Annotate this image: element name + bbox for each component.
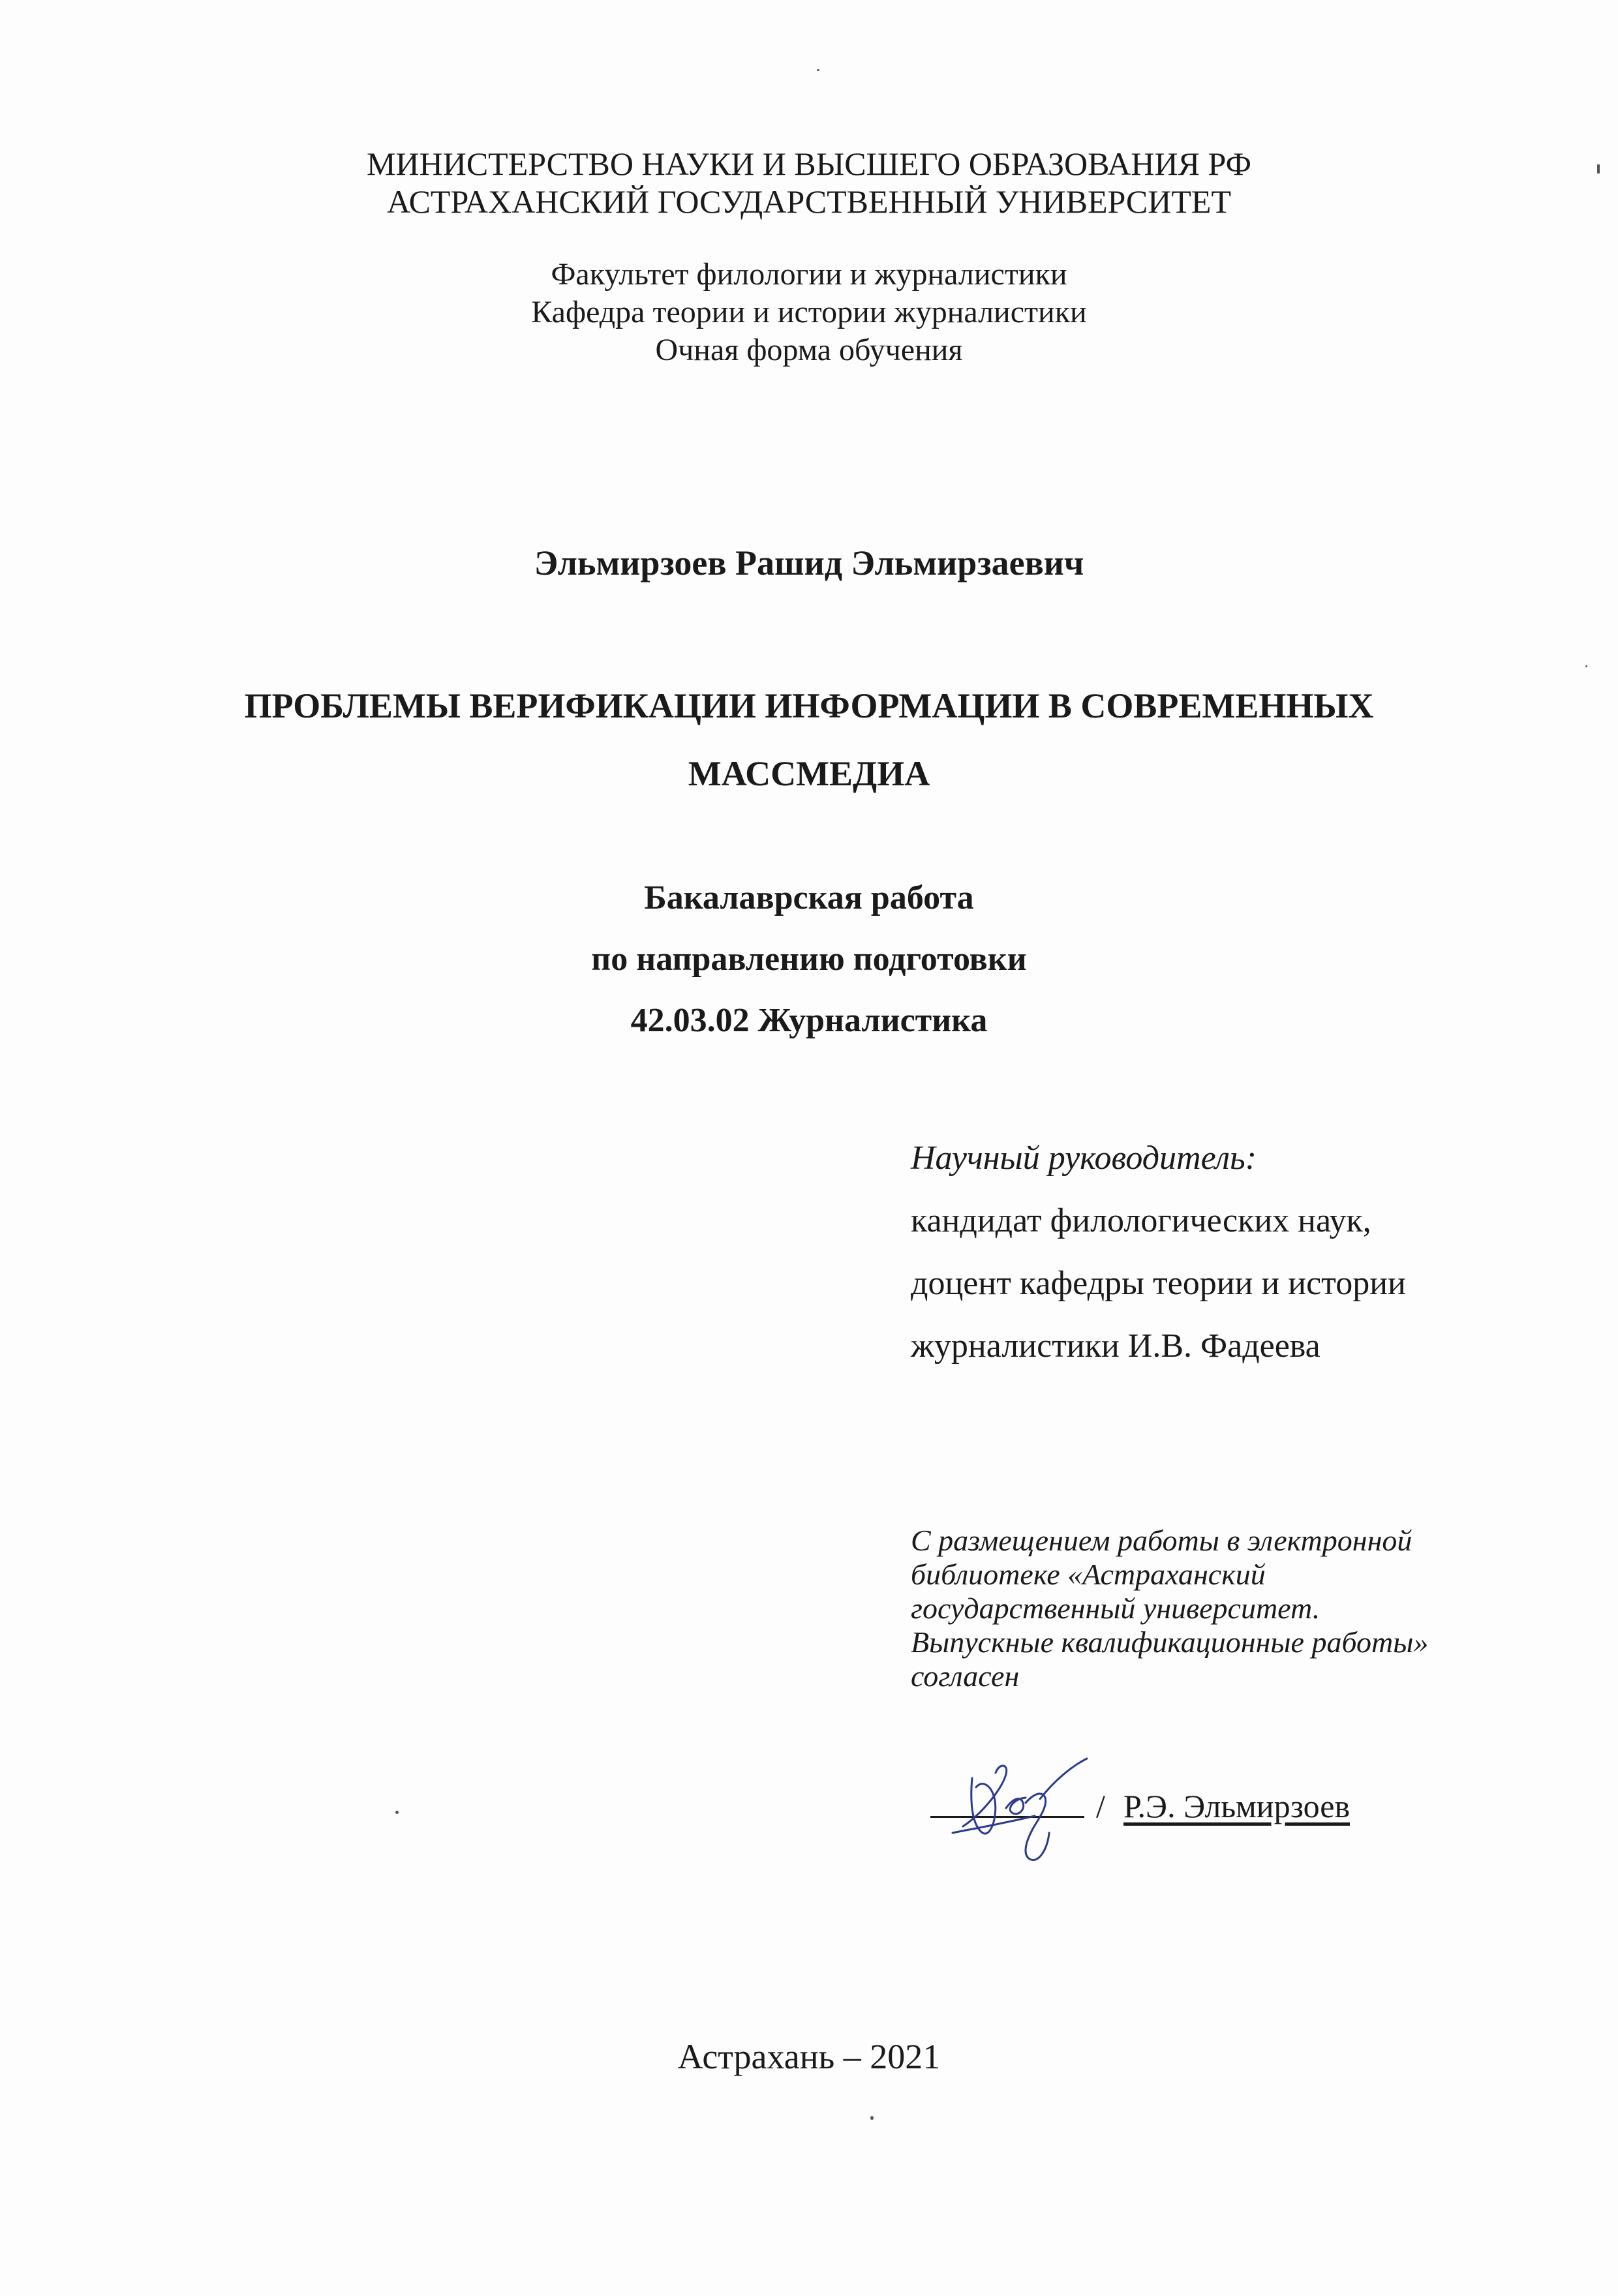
library-consent <box>911 1524 1428 1693</box>
department-name: Кафедра теории и истории журналистики <box>531 295 1087 329</box>
consent-line: государственный университет. <box>911 1592 1320 1625</box>
author-name: Эльмирзоев Рашид Эльмирзаевич <box>534 543 1084 582</box>
thesis-title-line: ПРОБЛЕМЫ ВЕРИФИКАЦИИ ИНФОРМАЦИИ В СОВРЕМЕННЫХ <box>244 686 1374 725</box>
work-type <box>0 868 1618 1051</box>
consent-line: библиотеке «Астраханский <box>911 1558 1266 1591</box>
faculty-name: Факультет филологии и журналистики <box>551 257 1067 292</box>
scan-speck <box>817 69 819 71</box>
ministry-name: МИНИСТЕРСТВО НАУКИ И ВЫСШЕГО ОБРАЗОВАНИЯ РФ <box>367 145 1251 182</box>
consent-line: С размещением работы в электронной <box>911 1524 1412 1557</box>
direction-label: по направлению подготовки <box>591 941 1027 978</box>
signer-name: Р.Э. Эльмирзоев <box>1123 1788 1351 1824</box>
supervisor-info <box>911 1127 1406 1378</box>
supervisor-position: доцент кафедры теории и истории <box>911 1265 1406 1302</box>
thesis-title <box>0 672 1618 808</box>
supervisor-label: Научный руководитель: <box>911 1140 1257 1177</box>
scan-speck <box>395 1811 399 1814</box>
signature-row <box>930 1748 1426 1839</box>
direction-code: 42.03.02 Журналистика <box>630 1002 988 1039</box>
signature-separator: / <box>1096 1788 1105 1824</box>
handwritten-signature <box>943 1735 1093 1865</box>
work-type-label: Бакалаврская работа <box>644 879 974 916</box>
supervisor-degree: кандидат филологических наук, <box>911 1202 1371 1239</box>
study-form: Очная форма обучения <box>655 333 963 367</box>
university-name: АСТРАХАНСКИЙ ГОСУДАРСТВЕННЫЙ УНИВЕРСИТЕТ <box>386 183 1232 220</box>
scan-speck <box>870 2116 874 2120</box>
supervisor-name: журналистики И.В. Фадеева <box>911 1327 1320 1365</box>
faculty-info <box>0 256 1618 369</box>
city-year: Астрахань – 2021 <box>677 2037 941 2076</box>
scan-speck <box>1585 665 1587 667</box>
thesis-title-line: МАССМЕДИА <box>688 754 930 793</box>
consent-line: Выпускные квалификационные работы» <box>911 1625 1429 1659</box>
consent-line: согласен <box>911 1659 1020 1693</box>
institution-header <box>0 145 1618 220</box>
